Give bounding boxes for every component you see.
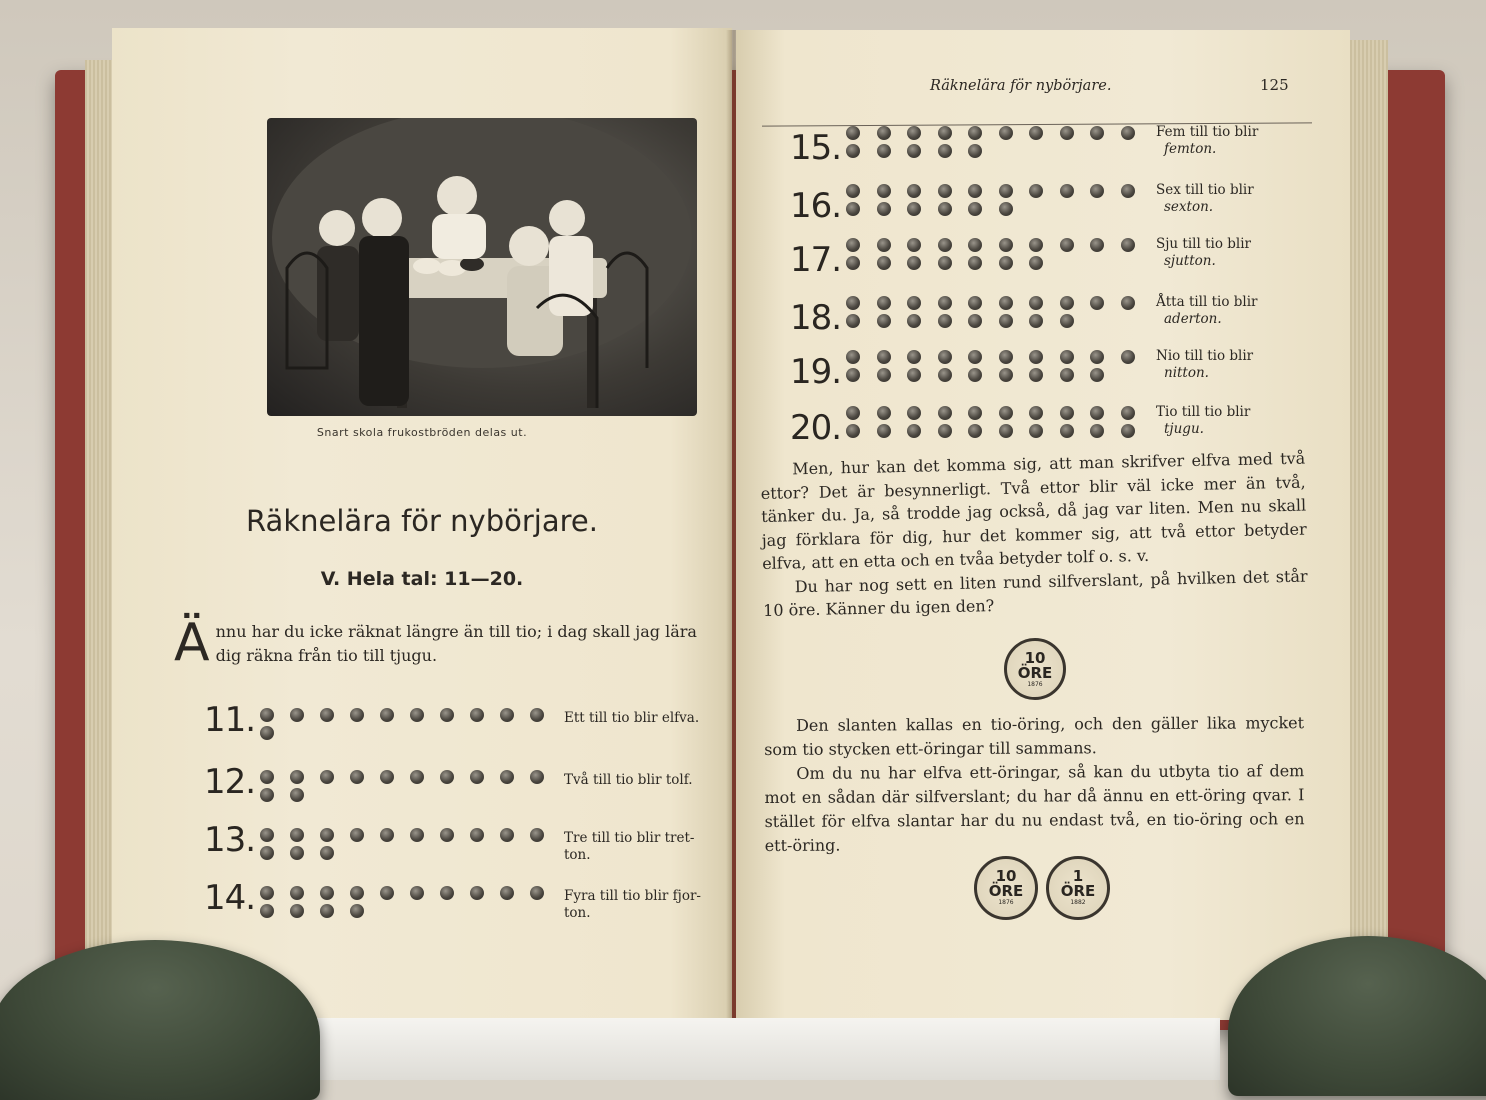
counting-bead [440, 708, 454, 722]
counting-bead [1060, 424, 1074, 438]
counting-bead [846, 202, 860, 216]
counting-bead [999, 296, 1013, 310]
drop-cap: Ä [174, 613, 210, 673]
row-note-line1: Tio till tio blir [1156, 404, 1251, 420]
counting-bead [877, 184, 891, 198]
counting-bead [470, 770, 484, 784]
chapter-title: Räknelära för nybörjare. [246, 504, 598, 538]
counting-bead [1029, 350, 1043, 364]
counting-bead [999, 368, 1013, 382]
counting-bead [440, 770, 454, 784]
counting-bead [1090, 296, 1104, 310]
counting-bead [938, 406, 952, 420]
counting-bead [260, 886, 274, 900]
counting-bead [1121, 184, 1135, 198]
counting-bead [968, 406, 982, 420]
counting-bead [470, 708, 484, 722]
counting-bead [320, 904, 334, 918]
section-heading: V. Hela tal: 11—20. [320, 568, 524, 590]
counting-bead [1121, 126, 1135, 140]
counting-bead [938, 202, 952, 216]
row-note-line2: sexton. [1164, 199, 1214, 215]
page-number: 125 [1260, 76, 1289, 94]
left-page [112, 28, 732, 1018]
coin-explanation-text [764, 711, 1305, 858]
counting-bead [500, 770, 514, 784]
counting-bead [968, 424, 982, 438]
counting-bead [968, 350, 982, 364]
counting-bead [1060, 238, 1074, 252]
counting-bead [410, 770, 424, 784]
counting-bead [968, 238, 982, 252]
counting-bead [1121, 238, 1135, 252]
counting-bead [938, 314, 952, 328]
row-note: Tre till tio blir tret-ton. [564, 830, 695, 863]
right-page [736, 30, 1350, 1020]
counting-bead [968, 202, 982, 216]
counting-bead [260, 770, 274, 784]
counting-bead [260, 846, 274, 860]
counting-bead [968, 126, 982, 140]
counting-bead [846, 406, 860, 420]
intro-paragraph [174, 613, 709, 673]
counting-bead [938, 144, 952, 158]
counting-bead [877, 126, 891, 140]
row-number: 12. [204, 762, 256, 802]
counting-bead [290, 904, 304, 918]
counting-bead [290, 788, 304, 802]
row-number: 15. [790, 128, 842, 168]
counting-bead [410, 708, 424, 722]
counting-bead [1029, 184, 1043, 198]
counting-bead [907, 202, 921, 216]
row-note-line2: femton. [1164, 141, 1217, 157]
counting-bead [1060, 368, 1074, 382]
counting-bead [877, 314, 891, 328]
counting-bead [938, 184, 952, 198]
counting-bead [380, 886, 394, 900]
counting-bead [1121, 350, 1135, 364]
counting-bead [999, 126, 1013, 140]
row-note-line2: tjugu. [1164, 421, 1204, 437]
counting-bead [1060, 296, 1074, 310]
counting-bead [877, 424, 891, 438]
counting-bead [846, 368, 860, 382]
counting-bead [877, 202, 891, 216]
counting-bead [846, 424, 860, 438]
counting-bead [530, 770, 544, 784]
counting-bead [907, 256, 921, 270]
paragraph-2: Du har nog sett en liten rund silfverslant, på hvilken det står 10 öre. Känner du igen den? [762, 566, 1308, 620]
counting-bead [999, 256, 1013, 270]
paragraph-3: Den slanten kallas en tio-öring, och den gäller lika mycket som tio stycken ett-öringar till sammans. [764, 713, 1305, 759]
counting-bead [877, 296, 891, 310]
counting-bead [938, 238, 952, 252]
counting-bead [1090, 126, 1104, 140]
counting-bead [907, 184, 921, 198]
engraving-drawing [267, 118, 697, 416]
counting-bead [350, 886, 364, 900]
ten-ore-coin-2: 10 ÖRE 1876 [974, 856, 1038, 920]
counting-bead [846, 350, 860, 364]
counting-bead [968, 256, 982, 270]
counting-bead [410, 828, 424, 842]
paragraph-4: Om du nu har elfva ett-öringar, så kan du utbyta tio af dem mot en sådan där silfverslant; du har då ännu en ett-öring qvar. I stället för elfva slantar har du nu endast två, en tio-öring och en ett-öring. [764, 761, 1305, 855]
illustration-caption: Snart skola frukostbröden delas ut. [316, 426, 528, 439]
row-number: 19. [790, 352, 842, 392]
counting-bead [260, 828, 274, 842]
paragraph-1: Men, hur kan det komma sig, att man skrifver elfva med två ettor? Det är besynnerligt. Två ettor blir väl icke mer än två, tänker du. Ja, så trodde jag också, då jag var liten. Men nu skall jag förklara för dig, hur det kommer sig, att två ettor betyder elfva, att en etta och en tvåa betyder tolf o. s. v. [760, 448, 1307, 573]
counting-bead [938, 368, 952, 382]
counting-bead [380, 770, 394, 784]
children-at-table-engraving [267, 118, 697, 416]
counting-bead [530, 708, 544, 722]
counting-bead [1121, 406, 1135, 420]
book-stand-base [300, 1018, 1220, 1080]
counting-bead [1090, 238, 1104, 252]
row-number: 18. [790, 298, 842, 338]
counting-bead [938, 126, 952, 140]
counting-bead [999, 202, 1013, 216]
counting-bead [380, 828, 394, 842]
counting-bead [500, 886, 514, 900]
row-number: 14. [204, 878, 256, 918]
counting-bead [410, 886, 424, 900]
counting-bead [968, 314, 982, 328]
counting-bead [470, 886, 484, 900]
counting-bead [1121, 424, 1135, 438]
counting-bead [1090, 350, 1104, 364]
counting-bead [470, 828, 484, 842]
counting-bead [320, 708, 334, 722]
row-note-line1: Fem till tio blir [1156, 124, 1259, 140]
counting-bead [907, 350, 921, 364]
counting-bead [1029, 256, 1043, 270]
row-note-line1: Nio till tio blir [1156, 348, 1254, 364]
intro-text: nnu har du icke räknat längre än till tio; i dag skall jag lära dig räkna från tio till tjugu. [215, 622, 697, 665]
counting-bead [1060, 406, 1074, 420]
counting-bead [1060, 126, 1074, 140]
counting-bead [290, 828, 304, 842]
row-note: Fyra till tio blir fjor-ton. [564, 888, 701, 921]
counting-bead [1060, 314, 1074, 328]
counting-bead [968, 368, 982, 382]
counting-bead [1029, 424, 1043, 438]
counting-bead [290, 708, 304, 722]
counting-bead [500, 828, 514, 842]
counting-bead [907, 144, 921, 158]
counting-bead [999, 314, 1013, 328]
counting-bead [999, 350, 1013, 364]
counting-bead [320, 886, 334, 900]
counting-bead [968, 184, 982, 198]
counting-bead [380, 708, 394, 722]
counting-bead [1029, 406, 1043, 420]
counting-bead [350, 828, 364, 842]
counting-bead [877, 406, 891, 420]
counting-bead [999, 184, 1013, 198]
counting-bead [530, 828, 544, 842]
counting-bead [907, 368, 921, 382]
running-header: Räknelära för nybörjare. [930, 78, 1112, 94]
counting-bead [500, 708, 514, 722]
ten-ore-coin: 10 ÖRE 1876 [1004, 638, 1066, 700]
counting-bead [846, 126, 860, 140]
counting-bead [440, 886, 454, 900]
row-note-line1: Sju till tio blir [1156, 236, 1251, 252]
counting-bead [260, 788, 274, 802]
row-note-line2: sjutton. [1164, 253, 1216, 269]
counting-bead [938, 256, 952, 270]
counting-bead [938, 296, 952, 310]
row-note-line1: Sex till tio blir [1156, 182, 1254, 198]
counting-bead [938, 350, 952, 364]
row-number: 16. [790, 186, 842, 226]
counting-bead [260, 904, 274, 918]
counting-bead [1029, 296, 1043, 310]
counting-bead [320, 770, 334, 784]
counting-bead [846, 314, 860, 328]
counting-bead [1090, 184, 1104, 198]
row-number: 11. [204, 700, 256, 740]
counting-bead [320, 828, 334, 842]
row-note: Ett till tio blir elfva. [564, 710, 700, 726]
row-number: 13. [204, 820, 256, 860]
counting-bead [1090, 406, 1104, 420]
counting-bead [290, 770, 304, 784]
row-number: 20. [790, 408, 842, 448]
counting-bead [260, 726, 274, 740]
counting-bead [846, 256, 860, 270]
counting-bead [846, 144, 860, 158]
explanation-text [760, 447, 1308, 623]
counting-bead [1029, 368, 1043, 382]
counting-bead [907, 126, 921, 140]
counting-bead [907, 406, 921, 420]
counting-bead [877, 350, 891, 364]
counting-bead [877, 144, 891, 158]
counting-bead [1060, 184, 1074, 198]
counting-bead [999, 424, 1013, 438]
row-note: Två till tio blir tolf. [564, 772, 693, 788]
row-note-line1: Åtta till tio blir [1156, 294, 1258, 310]
counting-bead [907, 424, 921, 438]
counting-bead [907, 296, 921, 310]
counting-bead [1029, 238, 1043, 252]
counting-bead [846, 296, 860, 310]
counting-bead [968, 144, 982, 158]
row-number: 17. [790, 240, 842, 280]
counting-bead [1121, 296, 1135, 310]
counting-bead [320, 846, 334, 860]
counting-bead [907, 314, 921, 328]
counting-bead [350, 770, 364, 784]
row-note-line2: aderton. [1164, 311, 1222, 327]
counting-bead [1029, 314, 1043, 328]
counting-bead [877, 368, 891, 382]
counting-bead [846, 238, 860, 252]
row-note-line2: nitton. [1164, 365, 1209, 381]
counting-bead [260, 708, 274, 722]
counting-bead [846, 184, 860, 198]
counting-bead [907, 238, 921, 252]
counting-bead [440, 828, 454, 842]
counting-bead [1090, 424, 1104, 438]
counting-bead [1060, 350, 1074, 364]
counting-bead [999, 406, 1013, 420]
counting-bead [530, 886, 544, 900]
counting-bead [290, 886, 304, 900]
counting-bead [350, 904, 364, 918]
counting-bead [877, 256, 891, 270]
counting-bead [968, 296, 982, 310]
counting-bead [290, 846, 304, 860]
counting-bead [999, 238, 1013, 252]
counting-bead [350, 708, 364, 722]
one-ore-coin: 1 ÖRE 1882 [1046, 856, 1110, 920]
counting-bead [1090, 368, 1104, 382]
counting-bead [938, 424, 952, 438]
counting-bead [877, 238, 891, 252]
counting-bead [1029, 126, 1043, 140]
